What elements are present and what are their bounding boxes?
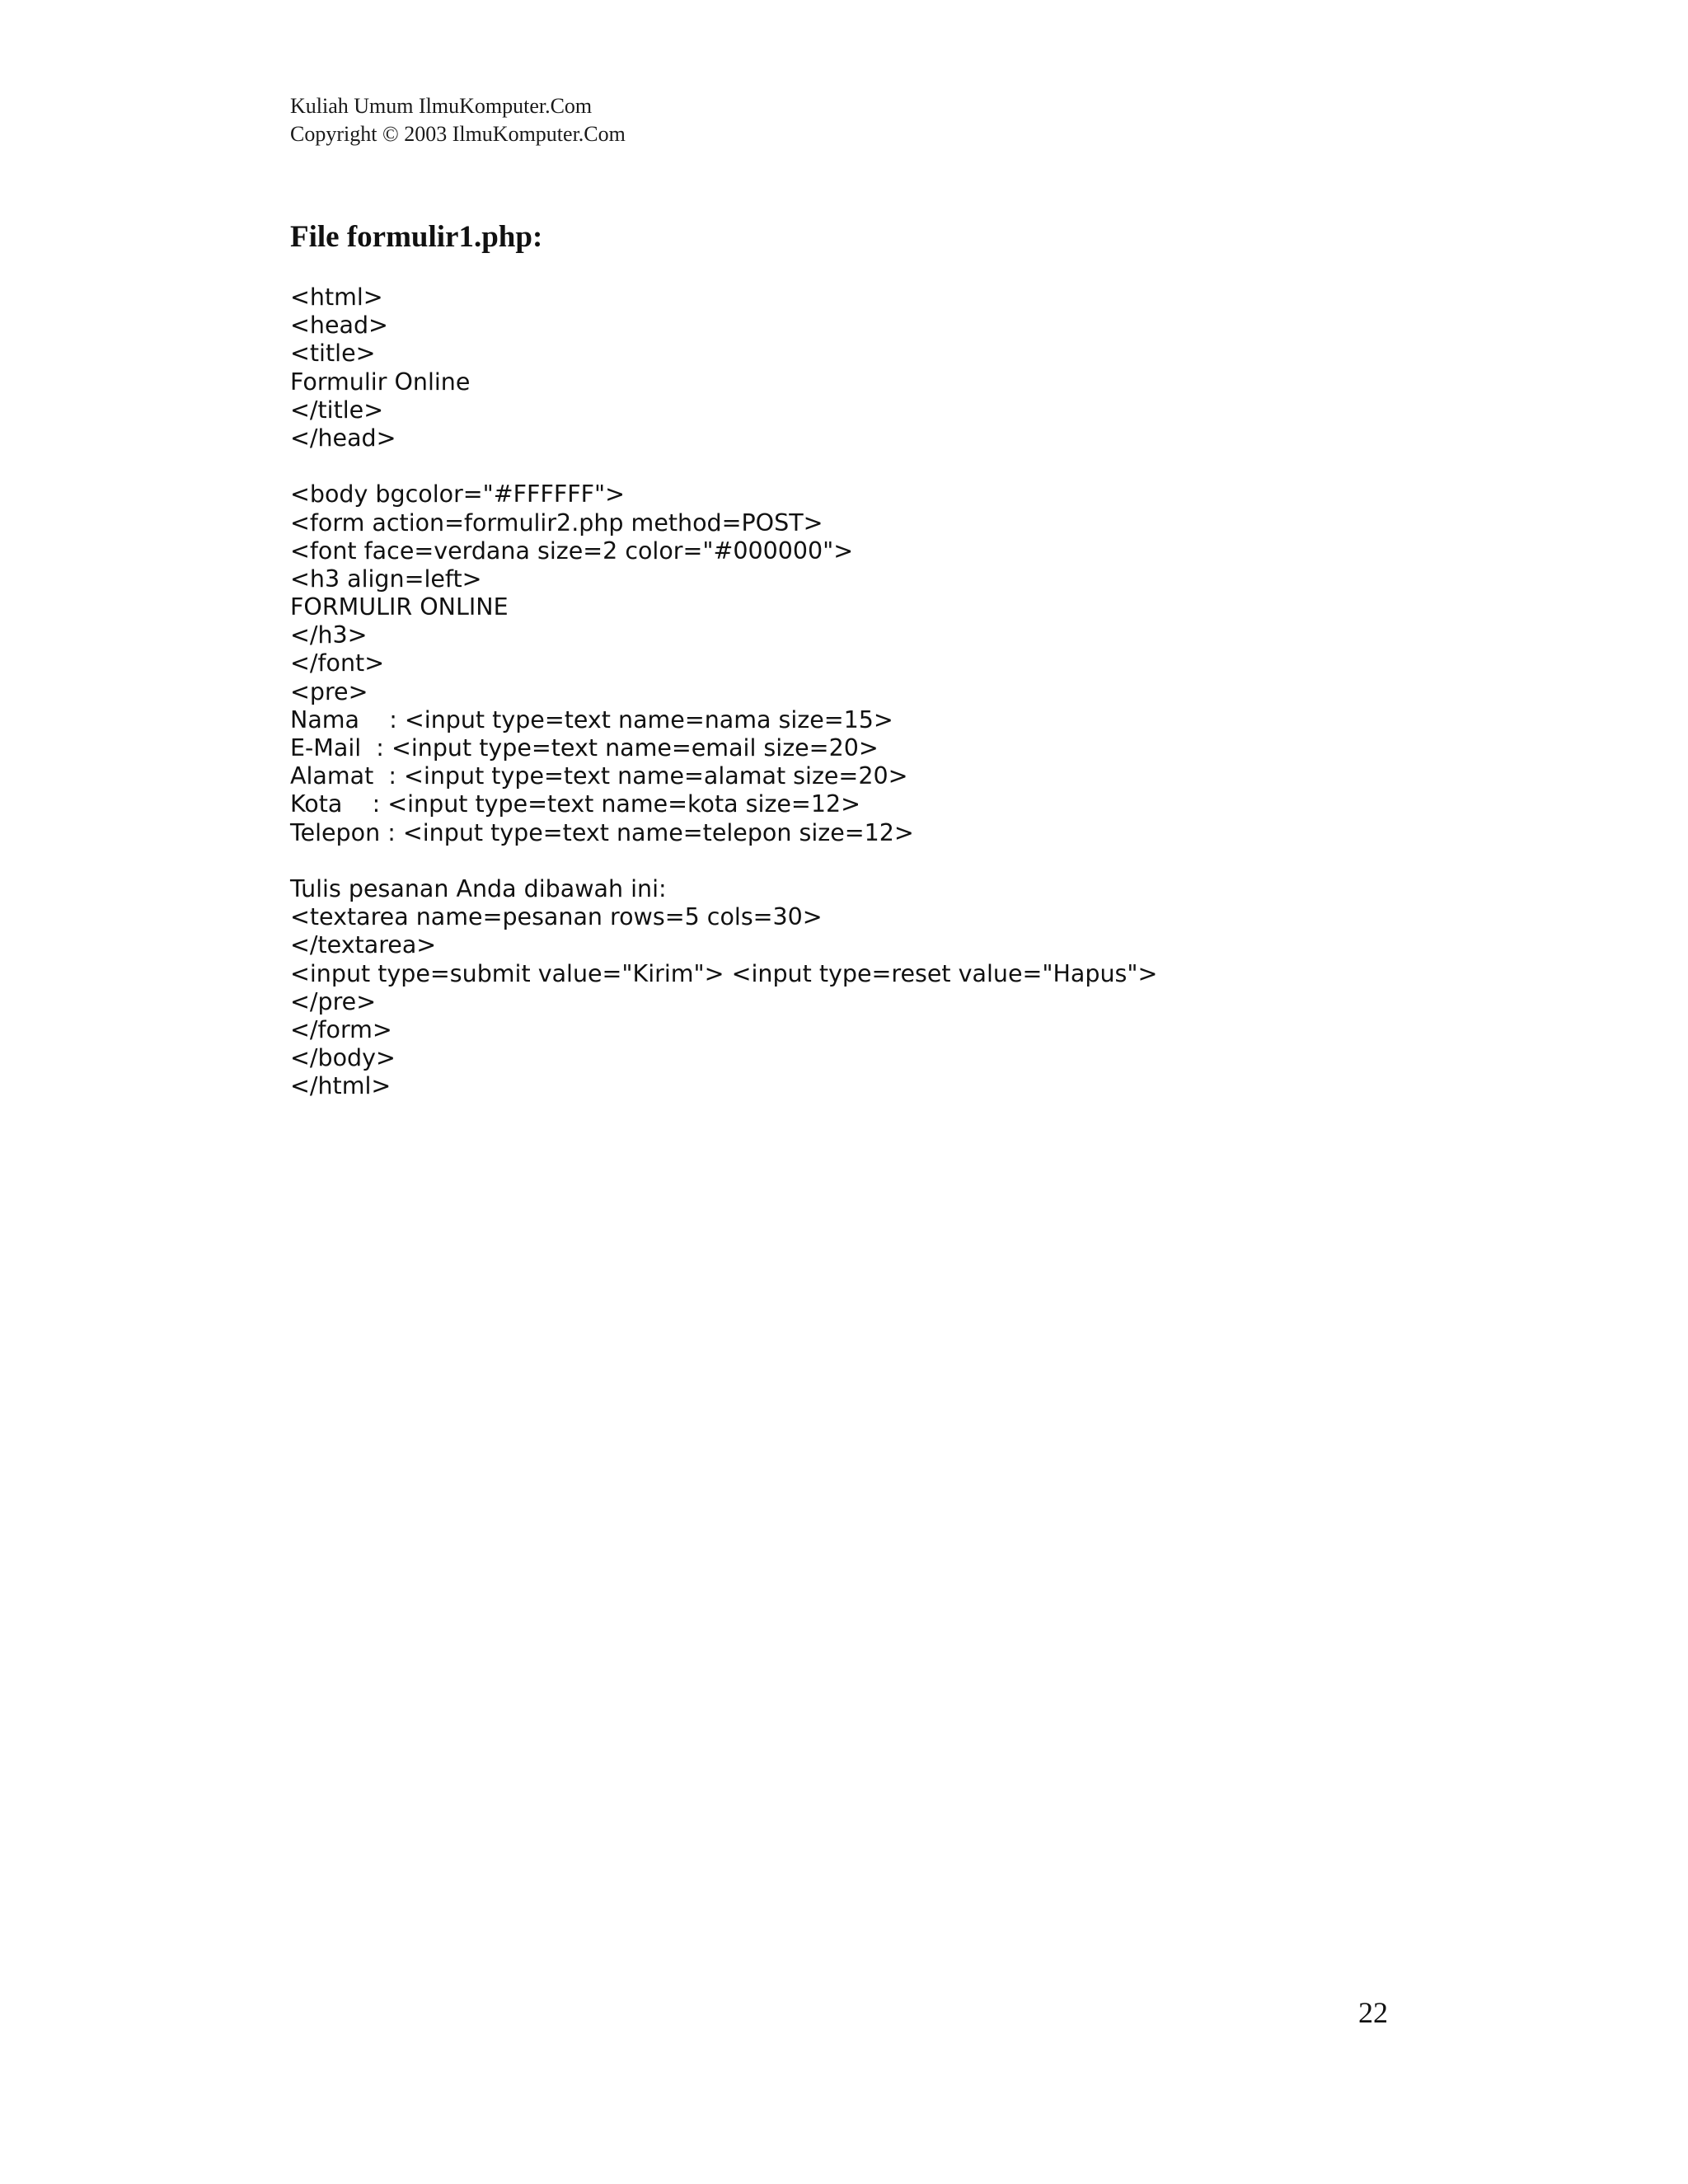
code-line: </h3>: [290, 621, 368, 649]
code-line: [290, 847, 1157, 875]
code-line: </font>: [290, 649, 385, 677]
code-listing: [290, 284, 1157, 1100]
code-line: <body bgcolor="#FFFFFF">: [290, 480, 625, 509]
code-line: <title>: [290, 340, 376, 368]
code-line: <font face=verdana size=2 color="#000000">: [290, 537, 854, 565]
code-line: <textarea name=pesanan rows=5 cols=30>: [290, 903, 823, 931]
code-line: </title>: [290, 396, 384, 424]
code-line: <html>: [290, 284, 383, 311]
header-copyright: Copyright © 2003 IlmuKomputer.Com: [290, 122, 626, 146]
code-line: [290, 452, 1157, 480]
code-line: Tulis pesanan Anda dibawah ini:: [290, 874, 667, 902]
code-line: Telepon : <input type=text name=telepon size=12>: [290, 818, 914, 846]
page-number: 22: [1358, 1996, 1388, 2029]
code-line: <input type=submit value="Kirim"> <input type=reset value="Hapus">: [290, 959, 1158, 987]
code-line: </pre>: [290, 987, 377, 1015]
code-line: Kota : <input type=text name=kota size=12>: [290, 790, 860, 818]
page-header: [290, 92, 626, 148]
header-course-title: Kuliah Umum IlmuKomputer.Com: [290, 94, 593, 118]
code-line: </head>: [290, 424, 396, 452]
code-line: Nama : <input type=text name=nama size=15>: [290, 705, 893, 733]
code-line: <pre>: [290, 677, 368, 705]
code-line: FORMULIR ONLINE: [290, 593, 509, 621]
section-title: File formulir1.php:: [290, 220, 543, 254]
code-line: <form action=formulir2.php method=POST>: [290, 509, 823, 537]
code-line: <h3 align=left>: [290, 565, 482, 593]
code-line: Formulir Online: [290, 368, 471, 396]
code-line: </textarea>: [290, 931, 437, 959]
code-line: </html>: [290, 1072, 392, 1100]
code-line: <head>: [290, 312, 388, 340]
code-line: Alamat : <input type=text name=alamat size=20>: [290, 762, 908, 790]
code-line: </form>: [290, 1015, 392, 1043]
code-line: </body>: [290, 1044, 396, 1072]
code-line: E-Mail : <input type=text name=email size=20>: [290, 734, 879, 762]
